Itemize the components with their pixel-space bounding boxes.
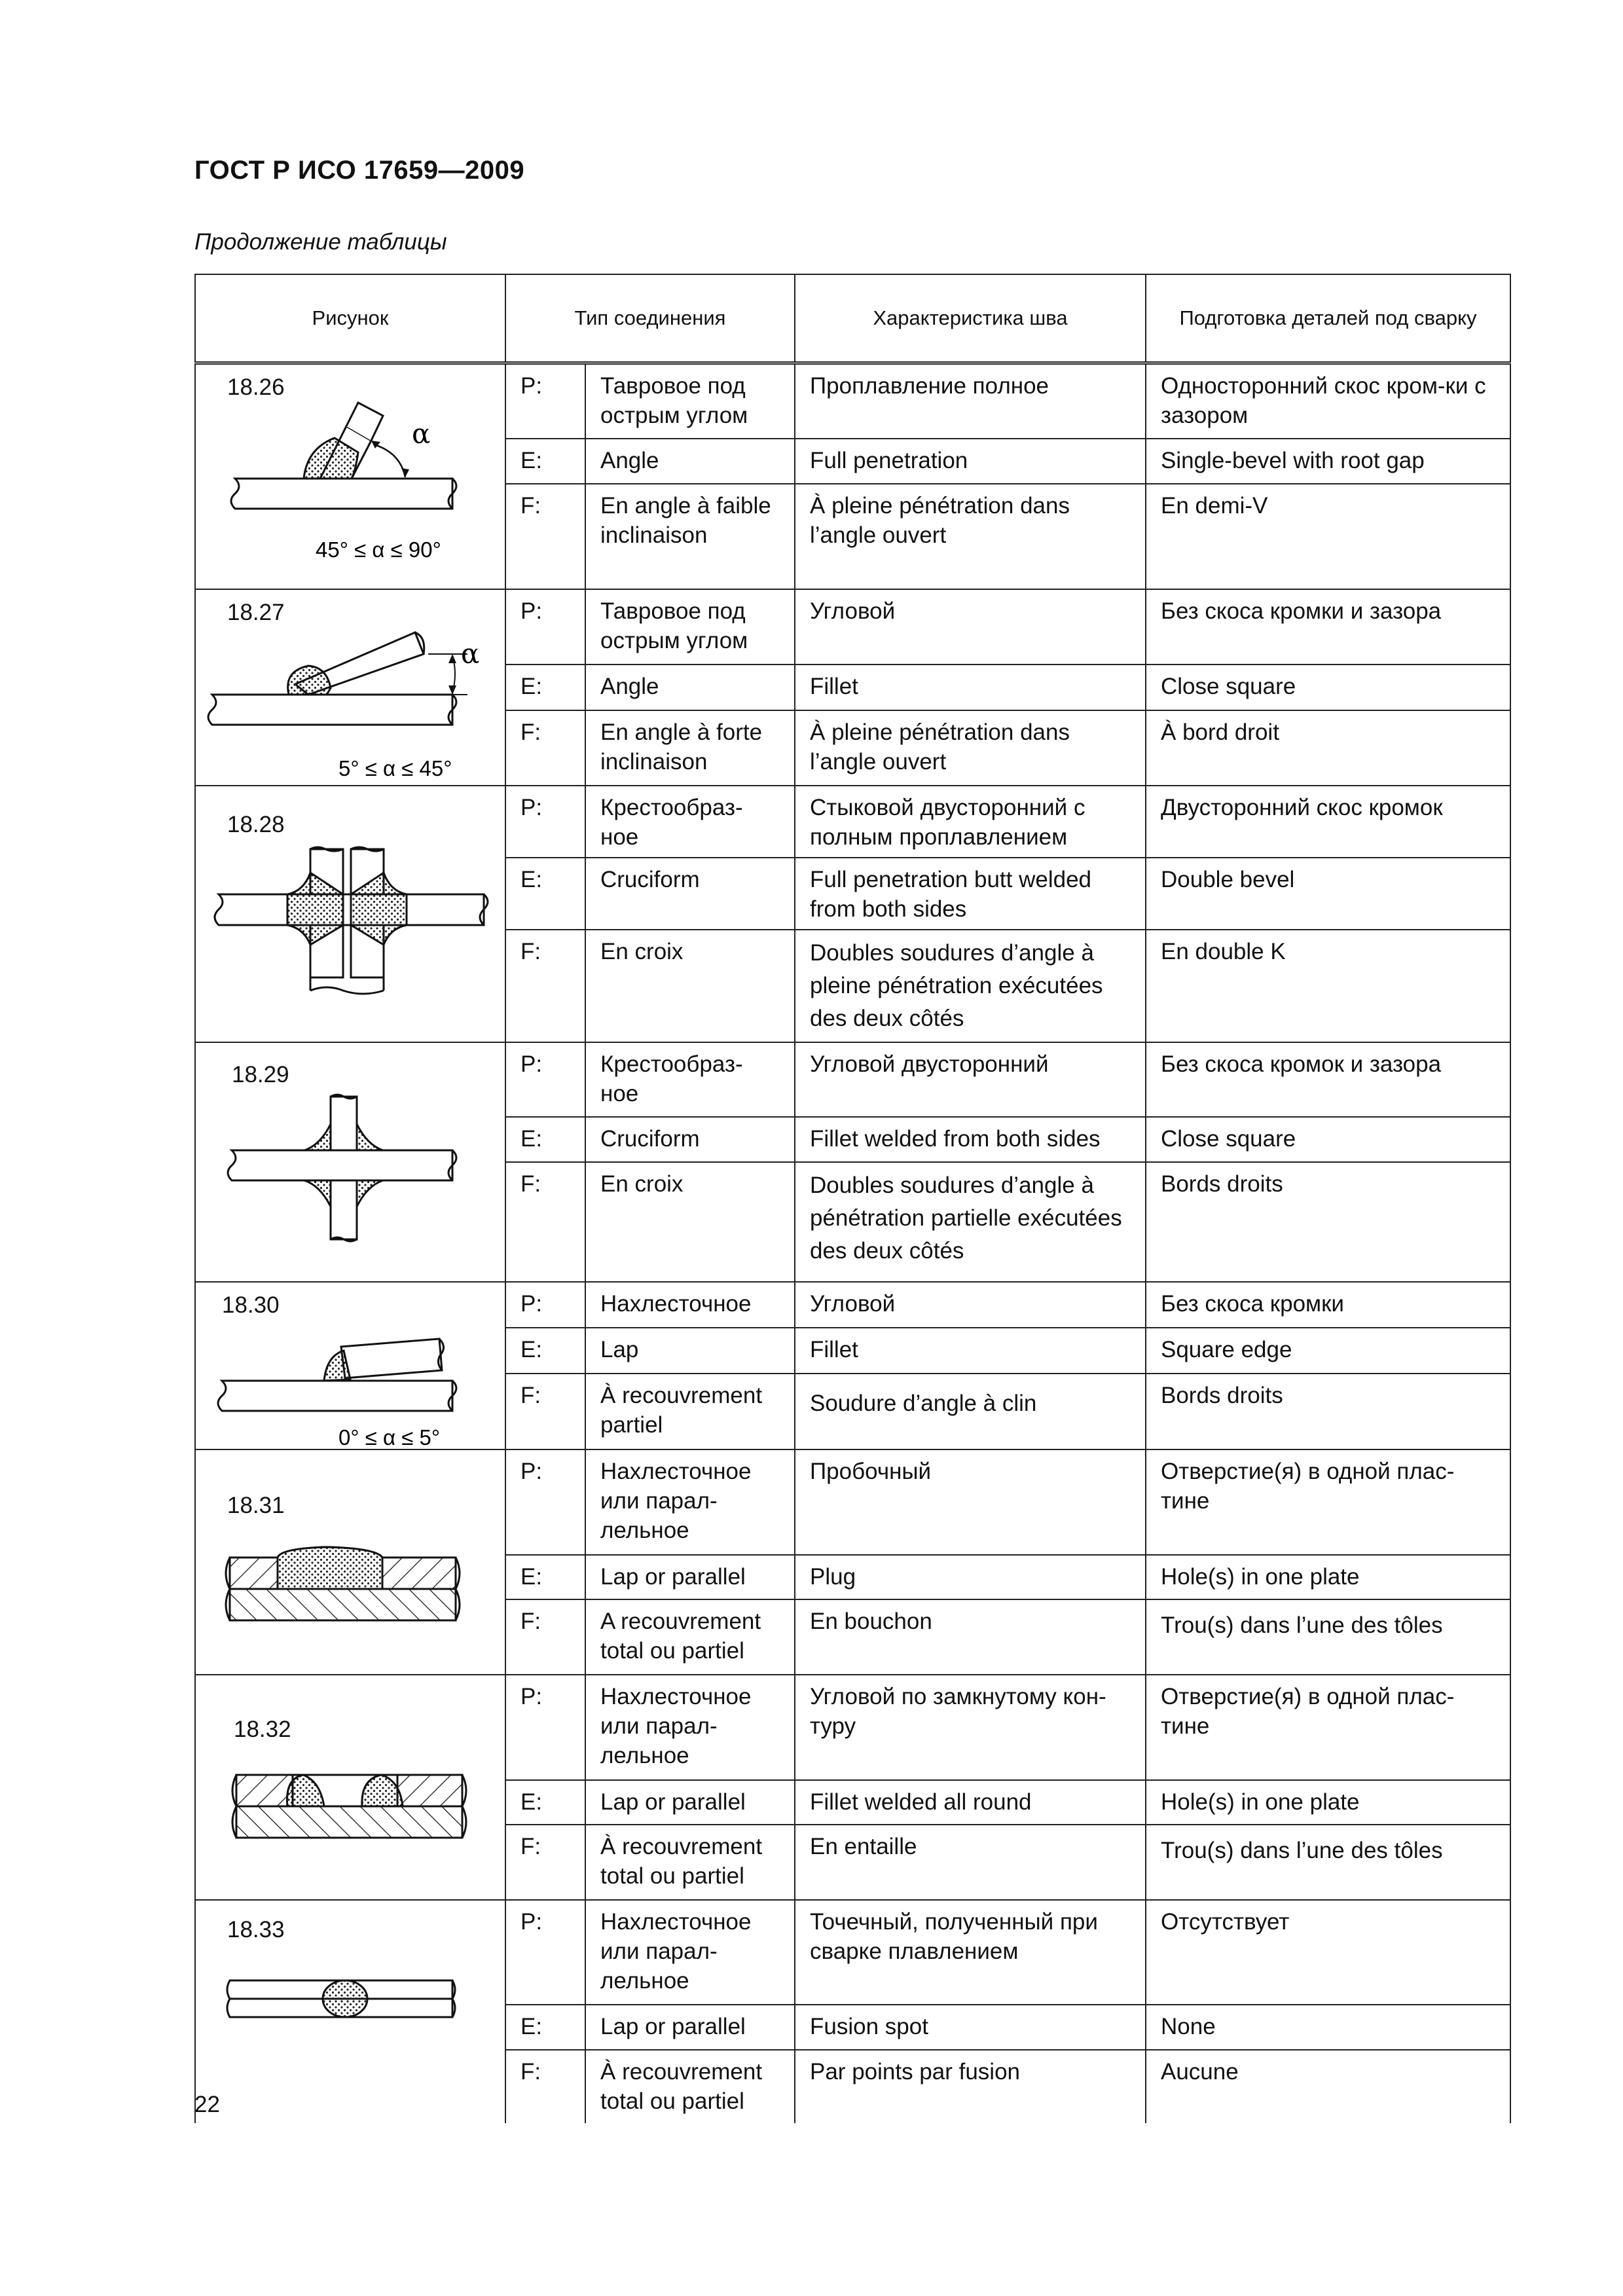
- joint-type: En croix: [585, 930, 795, 1042]
- angle-symbol: α: [412, 418, 431, 450]
- angle-symbol: α: [461, 638, 480, 670]
- weld-characteristic: Угловой по замкнутому кон-туру: [795, 1675, 1146, 1780]
- preparation: Close square: [1146, 1117, 1510, 1162]
- joint-type: En angle à forte inclinaison: [585, 710, 795, 786]
- joint-type: Нахлесточное: [585, 1282, 795, 1328]
- lang-code: P:: [505, 786, 585, 858]
- preparation: Double bevel: [1146, 858, 1510, 930]
- weld-characteristic: Plug: [795, 1555, 1146, 1600]
- preparation: Trou(s) dans l’une des tôles: [1146, 1825, 1510, 1900]
- figure-label: 18.31: [227, 1493, 285, 1518]
- figure-cell-18-31: [195, 1449, 505, 1675]
- joint-type: À recouvrement total ou partiel: [585, 1825, 795, 1900]
- joint-type: Cruciform: [585, 858, 795, 930]
- figure-label: 18.29: [232, 1062, 289, 1087]
- preparation: Отверстие(я) в одной плас-тине: [1146, 1675, 1510, 1780]
- weld-characteristic: Doubles soudures d’angle à pleine pénétration exécutées des deux côtés: [795, 930, 1146, 1042]
- preparation: Отсутствует: [1146, 1900, 1510, 2005]
- weld-characteristic: Full penetration: [795, 439, 1146, 484]
- lang-code: F:: [505, 710, 585, 786]
- preparation: Без скоса кромки и зазора: [1146, 589, 1510, 665]
- lang-code: F:: [505, 930, 585, 1042]
- weld-characteristic: Fusion spot: [795, 2005, 1146, 2050]
- weld-characteristic: À pleine pénétration dans l’angle ouvert: [795, 484, 1146, 589]
- weld-characteristic: Пробочный: [795, 1449, 1146, 1555]
- figure-cell-18-32: [195, 1675, 505, 1900]
- preparation: Отверстие(я) в одной плас-тине: [1146, 1449, 1510, 1555]
- angle-range: 0° ≤ α ≤ 5°: [338, 1425, 441, 1449]
- figure-cell-18-33: [195, 1900, 505, 2123]
- lang-code: P:: [505, 363, 585, 439]
- weld-characteristic: Угловой: [795, 589, 1146, 665]
- table-header-row: [195, 274, 1510, 363]
- figure-cell-18-27: [195, 589, 505, 786]
- lang-code: E:: [505, 858, 585, 930]
- weld-characteristic: Fillet: [795, 665, 1146, 710]
- lang-code: P:: [505, 589, 585, 665]
- joint-type: Тавровое под острым углом: [585, 363, 795, 439]
- figure-label: 18.26: [227, 374, 285, 400]
- table-row: [195, 1282, 1510, 1328]
- table-continuation-caption: Продолжение таблицы: [194, 229, 447, 255]
- joint-type: Нахлесточное или парал-лельное: [585, 1675, 795, 1780]
- joint-type: À recouvrement partiel: [585, 1374, 795, 1449]
- column-header-figure: Рисунок: [195, 274, 505, 363]
- figure-label: 18.28: [227, 812, 285, 837]
- figure-label: 18.32: [234, 1717, 291, 1742]
- lang-code: F:: [505, 1162, 585, 1282]
- preparation: Hole(s) in one plate: [1146, 1555, 1510, 1600]
- page-number: 22: [194, 2092, 220, 2117]
- lang-code: E:: [505, 1780, 585, 1825]
- angle-range: 45° ≤ α ≤ 90°: [316, 538, 441, 562]
- figure-cell-18-29: [195, 1042, 505, 1282]
- weld-characteristic: Точечный, полученный при сварке плавлением: [795, 1900, 1146, 2005]
- preparation: Square edge: [1146, 1328, 1510, 1374]
- lang-code: P:: [505, 1675, 585, 1780]
- weld-characteristic: Fillet welded all round: [795, 1780, 1146, 1825]
- weld-diagram-18-26: [196, 373, 506, 589]
- column-header-weld-characteristic: Характеристика шва: [795, 274, 1146, 363]
- preparation: Без скоса кромки: [1146, 1282, 1510, 1328]
- joint-type: Lap: [585, 1328, 795, 1374]
- joint-type: Angle: [585, 439, 795, 484]
- weld-characteristic: Проплавление полное: [795, 363, 1146, 439]
- preparation: À bord droit: [1146, 710, 1510, 786]
- document-title: ГОСТ Р ИСО 17659—2009: [194, 156, 525, 185]
- weld-characteristic: Full penetration butt welded from both sides: [795, 858, 1146, 930]
- joint-type: Крестообраз-ное: [585, 1042, 795, 1117]
- lang-code: E:: [505, 439, 585, 484]
- preparation: Trou(s) dans l’une des tôles: [1146, 1599, 1510, 1675]
- preparation: Single-bevel with root gap: [1146, 439, 1510, 484]
- weld-characteristic: Fillet welded from both sides: [795, 1117, 1146, 1162]
- weld-characteristic: Fillet: [795, 1328, 1146, 1374]
- column-header-preparation: Подготовка деталей под сварку: [1146, 274, 1510, 363]
- table-row: [195, 1675, 1510, 1780]
- weld-characteristic: À pleine pénétration dans l’angle ouvert: [795, 710, 1146, 786]
- lang-code: F:: [505, 1374, 585, 1449]
- weld-characteristic: En entaille: [795, 1825, 1146, 1900]
- lang-code: E:: [505, 1555, 585, 1600]
- figure-cell-18-26: [195, 363, 505, 590]
- table-row: [195, 1900, 1510, 2005]
- lang-code: E:: [505, 1117, 585, 1162]
- joint-type: Lap or parallel: [585, 1780, 795, 1825]
- figure-label: 18.30: [222, 1292, 280, 1318]
- preparation: Aucune: [1146, 2050, 1510, 2123]
- preparation: Hole(s) in one plate: [1146, 1780, 1510, 1825]
- joint-type: À recouvrement total ou partiel: [585, 2050, 795, 2123]
- table-row: [195, 589, 1510, 665]
- preparation: En double K: [1146, 930, 1510, 1042]
- weld-characteristic: Стыковой двусторонний с полным проплавлением: [795, 786, 1146, 858]
- table-row: [195, 363, 1510, 439]
- preparation: Close square: [1146, 665, 1510, 710]
- weld-characteristic: Угловой: [795, 1282, 1146, 1328]
- joint-type: Тавровое под острым углом: [585, 589, 795, 665]
- figure-cell-18-30: [195, 1282, 505, 1449]
- joint-type: Cruciform: [585, 1117, 795, 1162]
- preparation: Односторонний скос кром-ки с зазором: [1146, 363, 1510, 439]
- lang-code: P:: [505, 1449, 585, 1555]
- preparation: En demi-V: [1146, 484, 1510, 589]
- weld-characteristic: En bouchon: [795, 1599, 1146, 1675]
- joint-type: En croix: [585, 1162, 795, 1282]
- lang-code: F:: [505, 1599, 585, 1675]
- weld-characteristic: Soudure d’angle à clin: [795, 1374, 1146, 1449]
- joint-type: Нахлесточное или парал-лельное: [585, 1900, 795, 2005]
- joint-type: Lap or parallel: [585, 2005, 795, 2050]
- figure-label: 18.27: [227, 600, 285, 625]
- preparation: None: [1146, 2005, 1510, 2050]
- lang-code: F:: [505, 2050, 585, 2123]
- preparation: Bords droits: [1146, 1374, 1510, 1449]
- preparation: Bords droits: [1146, 1162, 1510, 1282]
- table-row: [195, 1042, 1510, 1117]
- lang-code: E:: [505, 665, 585, 710]
- lang-code: F:: [505, 484, 585, 589]
- figure-label: 18.33: [227, 1917, 285, 1942]
- lang-code: P:: [505, 1042, 585, 1117]
- weld-characteristic: Doubles soudures d’angle à pénétration partielle exécutées des deux côtés: [795, 1162, 1146, 1282]
- lang-code: E:: [505, 2005, 585, 2050]
- table-row: [195, 786, 1510, 858]
- column-header-joint-type: Тип соединения: [505, 274, 795, 363]
- angle-range: 5° ≤ α ≤ 45°: [338, 756, 452, 780]
- joint-type: Lap or parallel: [585, 1555, 795, 1600]
- joint-type: A recouvrement total ou partiel: [585, 1599, 795, 1675]
- lang-code: E:: [505, 1328, 585, 1374]
- weld-characteristic: Par points par fusion: [795, 2050, 1146, 2123]
- lang-code: P:: [505, 1282, 585, 1328]
- joint-type: En angle à faible inclinaison: [585, 484, 795, 589]
- weld-characteristic: Угловой двусторонний: [795, 1042, 1146, 1117]
- lang-code: F:: [505, 1825, 585, 1900]
- figure-cell-18-28: [195, 786, 505, 1042]
- joint-type: Нахлесточное или парал-лельное: [585, 1449, 795, 1555]
- lang-code: P:: [505, 1900, 585, 2005]
- table-row: [195, 1449, 1510, 1555]
- joint-type: Angle: [585, 665, 795, 710]
- weld-joint-table: [194, 274, 1511, 2123]
- preparation: Двусторонний скос кромок: [1146, 786, 1510, 858]
- joint-type: Крестообраз-ное: [585, 786, 795, 858]
- preparation: Без скоса кромок и зазора: [1146, 1042, 1510, 1117]
